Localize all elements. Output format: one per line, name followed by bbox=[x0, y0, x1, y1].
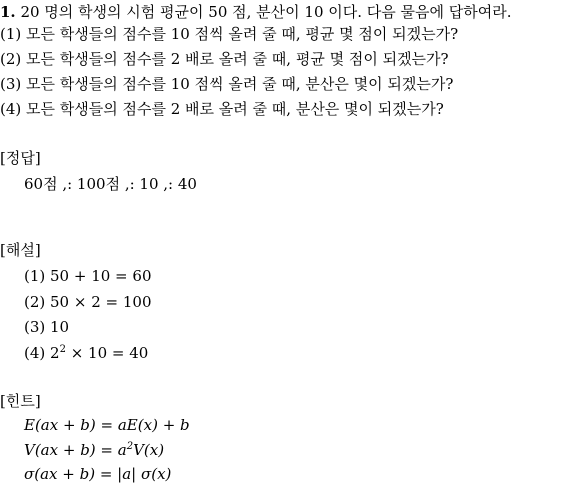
question-2: (2) 모든 학생들의 점수를 2 배로 올려 줄 때, 평균 몇 점이 되겠는가? bbox=[0, 50, 449, 68]
problem-statement-line bbox=[0, 2, 512, 22]
hint-heading: [힌트] bbox=[0, 392, 41, 410]
explanation-item-1: (1) 50 + 10 = 60 bbox=[24, 267, 152, 285]
explanation-item-4-suffix: × 10 = 40 bbox=[65, 344, 149, 362]
explanation-item-2: (2) 50 × 2 = 100 bbox=[24, 293, 152, 311]
hint-formula-expectation: E(ax + b) = aE(x) + b bbox=[24, 416, 190, 434]
explanation-item-4 bbox=[24, 343, 148, 363]
explanation-item-4-prefix: (4) 2 bbox=[24, 344, 60, 362]
explanation-item-3: (3) 10 bbox=[24, 318, 70, 336]
answer-text: 60점 ,: 100점 ,: 10 ,: 40 bbox=[24, 175, 197, 193]
answer-heading: [정답] bbox=[0, 149, 41, 167]
explanation-heading: [해설] bbox=[0, 241, 41, 259]
problem-number: 1. bbox=[0, 3, 16, 21]
question-4: (4) 모든 학생들의 점수를 2 배로 올려 줄 때, 분산은 몇이 되겠는가? bbox=[0, 100, 444, 118]
question-3: (3) 모든 학생들의 점수를 10 점씩 올려 줄 때, 분산은 몇이 되겠는가? bbox=[0, 75, 454, 93]
problem-statement: 20 명의 학생의 시험 평균이 50 점, 분산이 10 이다. 다음 물음에 답하여라. bbox=[20, 3, 512, 21]
hint-formula-variance bbox=[24, 440, 164, 460]
hint-formula-variance-exponent: 2 bbox=[126, 441, 134, 452]
hint-formula-stddev: σ(ax + b) = |a| σ(x) bbox=[24, 465, 172, 483]
question-1: (1) 모든 학생들의 점수를 10 점씩 올려 줄 때, 평균 몇 점이 되겠는가? bbox=[0, 25, 459, 43]
hint-formula-variance-suffix: V(x) bbox=[133, 441, 165, 459]
hint-formula-variance-prefix: V(ax + b) = a bbox=[24, 441, 127, 459]
explanation-item-4-exponent: 2 bbox=[59, 344, 66, 355]
